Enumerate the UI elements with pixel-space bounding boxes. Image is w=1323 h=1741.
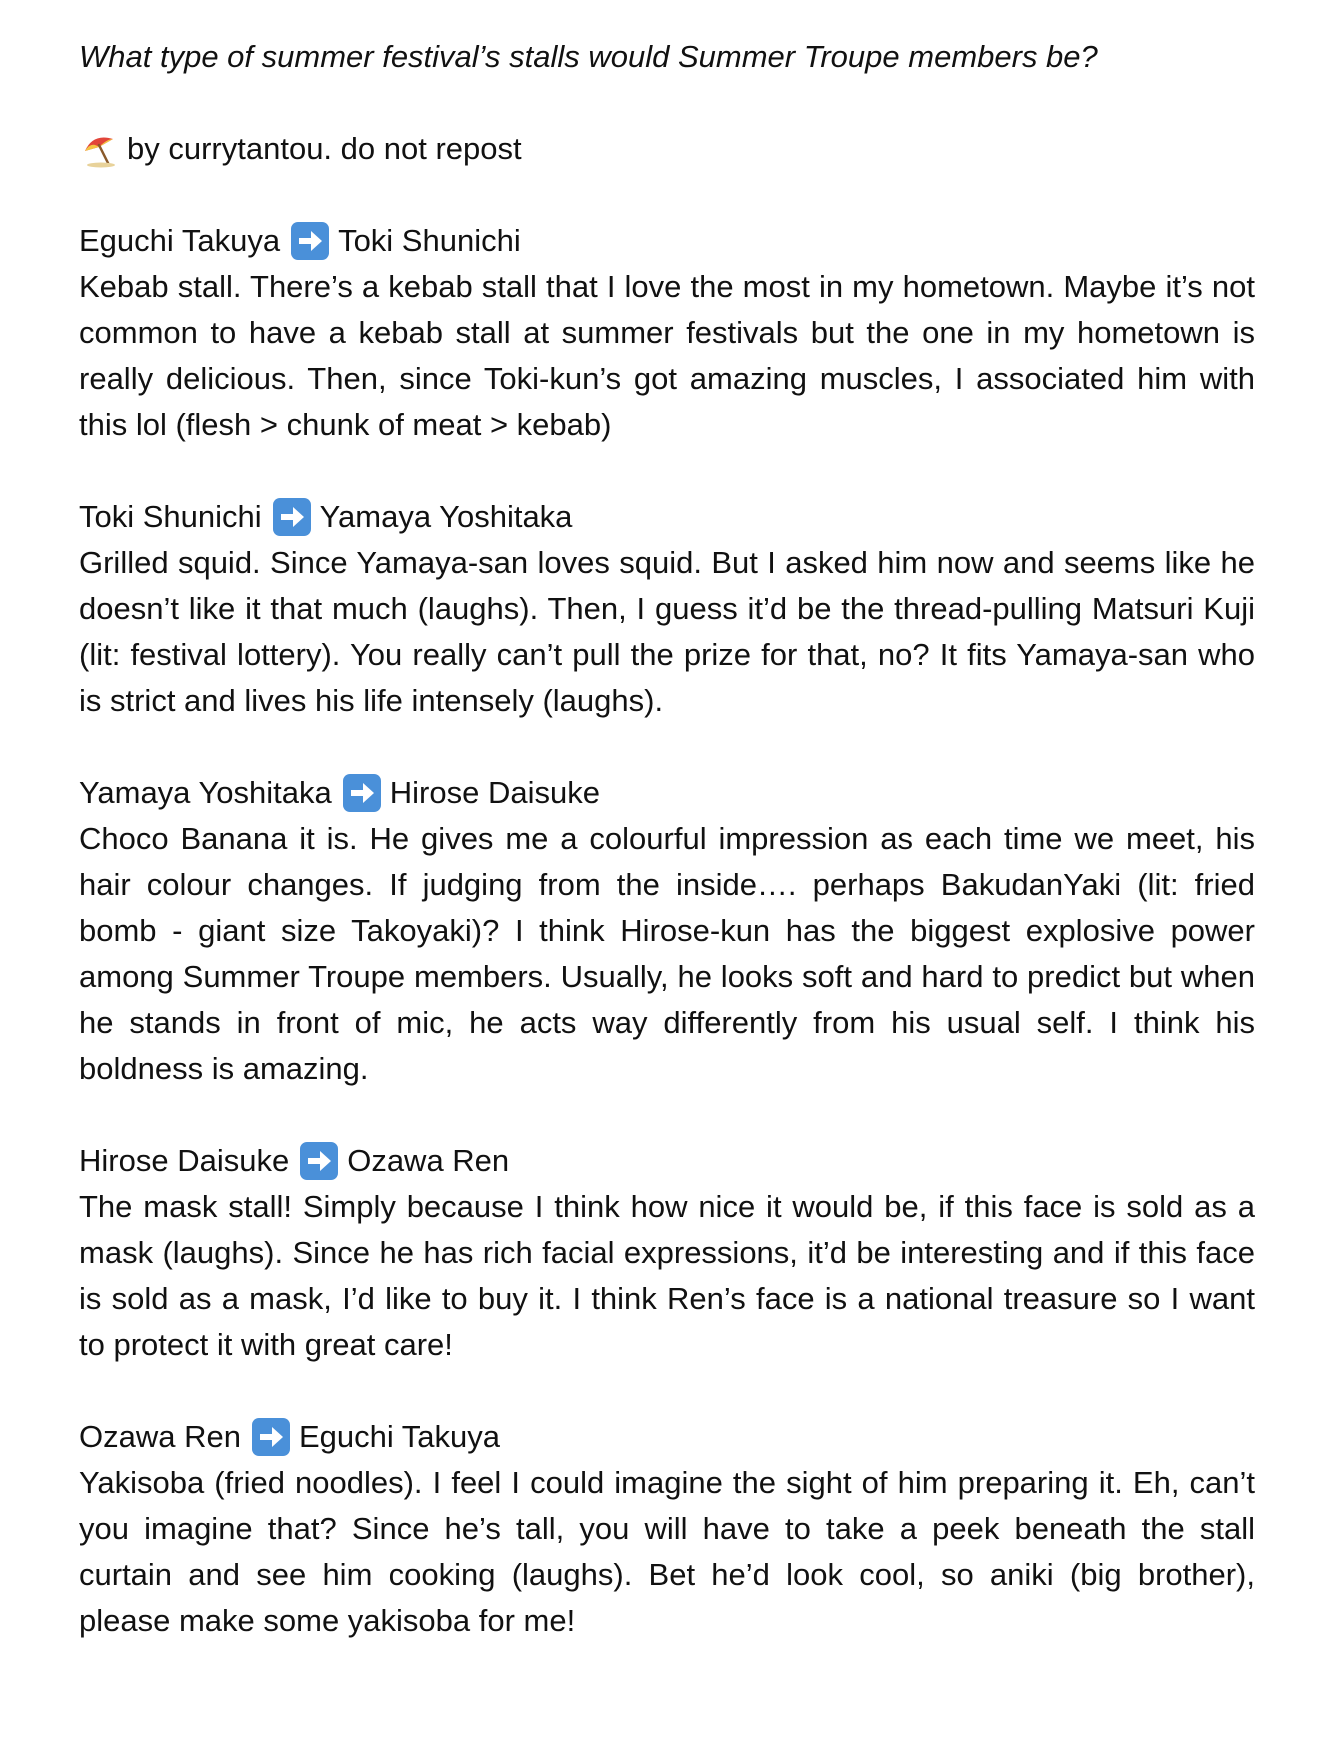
entry-1 xyxy=(79,218,1255,448)
entry-3 xyxy=(79,770,1255,1092)
right-arrow-icon xyxy=(251,1417,291,1457)
entry-to-name: Eguchi Takuya xyxy=(298,1419,501,1454)
entry-from-name: Ozawa Ren xyxy=(79,1419,241,1454)
entry-heading xyxy=(79,1414,1255,1460)
entry-to-name: Ozawa Ren xyxy=(347,1143,510,1178)
credit-text: by currytantou. do not repost xyxy=(127,131,522,166)
right-arrow-icon xyxy=(290,221,330,261)
document-title: What type of summer festival’s stalls would Summer Troupe members be? xyxy=(79,39,1098,74)
entry-heading xyxy=(79,770,1255,816)
right-arrow-icon xyxy=(342,773,382,813)
entry-from-name: Hirose Daisuke xyxy=(79,1143,290,1178)
entry-to-name: Toki Shunichi xyxy=(338,223,521,258)
entry-2 xyxy=(79,494,1255,724)
entry-from-name: Eguchi Takuya xyxy=(79,223,281,258)
entry-heading xyxy=(79,1138,1255,1184)
entry-5 xyxy=(79,1414,1255,1644)
entry-to-name: Yamaya Yoshitaka xyxy=(319,499,573,534)
right-arrow-icon xyxy=(272,497,312,537)
entry-heading xyxy=(79,494,1255,540)
entry-4 xyxy=(79,1138,1255,1368)
entry-from-name: Toki Shunichi xyxy=(79,499,262,534)
beach-umbrella-icon xyxy=(79,129,119,169)
entry-body: The mask stall! Simply because I think how nice it would be, if this face is sold as a mask (laughs). Since he has rich facial expressions, it’d be interesting and if this face is sold as a mask, I’d like to buy it. I think Ren’s face is a national treasure so I want to protect it with great care! xyxy=(79,1189,1255,1362)
entry-to-name: Hirose Daisuke xyxy=(389,775,600,810)
right-arrow-icon xyxy=(299,1141,339,1181)
entry-body: Grilled squid. Since Yamaya-san loves squid. But I asked him now and seems like he doesn’t like it that much (laughs). Then, I guess it’d be the thread-pulling Matsuri Kuji (lit: festival lottery). You really can’t pull the prize for that, no? It fits Yamaya-san who is strict and lives his life intensely (laughs). xyxy=(79,545,1255,718)
entry-from-name: Yamaya Yoshitaka xyxy=(79,775,332,810)
entry-body: Yakisoba (fried noodles). I feel I could imagine the sight of him preparing it. Eh, can’t you imagine that? Since he’s tall, you will have to take a peek beneath the stall curtain and see him cooking (laughs). Bet he’d look cool, so aniki (big brother), please make some yakisoba for me! xyxy=(79,1465,1255,1638)
document xyxy=(79,34,1255,1644)
entry-heading xyxy=(79,218,1255,264)
entry-body: Choco Banana it is. He gives me a colourful impression as each time we meet, his hair colour changes. If judging from the inside…. perhaps BakudanYaki (lit: fried bomb - giant size Takoyaki)? I think Hirose-kun has the biggest explosive power among Summer Troupe members. Usually, he looks soft and hard to predict but when he stands in front of mic, he acts way differently from his usual self. I think his boldness is amazing. xyxy=(79,821,1255,1086)
credit-line xyxy=(79,126,1255,172)
entry-body: Kebab stall. There’s a kebab stall that I love the most in my hometown. Maybe it’s not common to have a kebab stall at summer festivals but the one in my hometown is really delicious. Then, since Toki-kun’s got amazing muscles, I associated him with this lol (flesh > chunk of meat > kebab) xyxy=(79,269,1255,442)
